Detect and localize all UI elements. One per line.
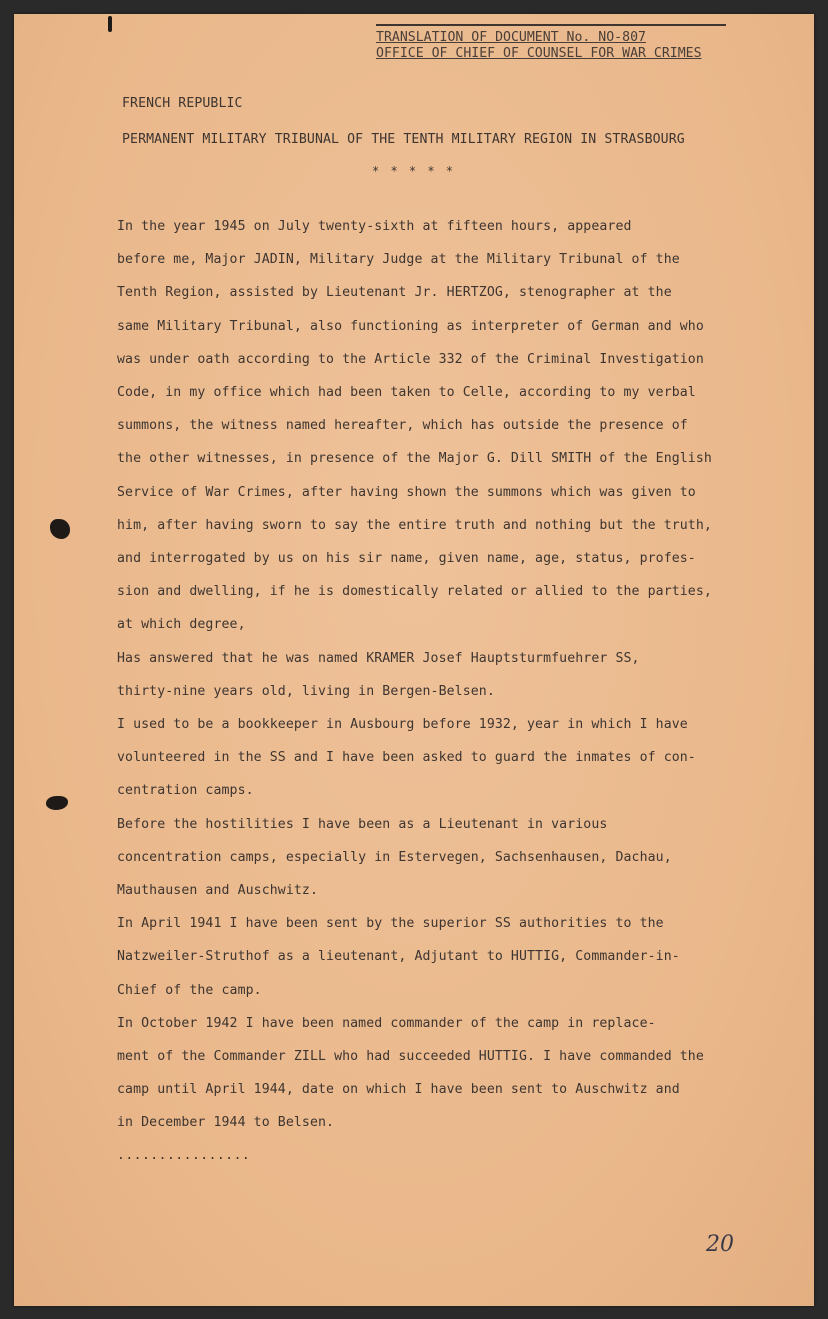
translation-line: TRANSLATION OF DOCUMENT No. NO-807 xyxy=(376,30,646,45)
text-line: ment of the Commander ZILL who had succeeded HUTTIG. I have commanded the xyxy=(117,1049,704,1065)
tribunal-heading: PERMANENT MILITARY TRIBUNAL OF THE TENTH MILITARY REGION IN STRASBOURG xyxy=(122,132,685,147)
text-line: Service of War Crimes, after having shown the summons which was given to xyxy=(117,484,696,500)
text-line: Tenth Region, assisted by Lieutenant Jr. HERTZOG, stenographer at the xyxy=(117,285,672,301)
ink-mark xyxy=(108,16,112,32)
text-line: Mauthausen and Auschwitz. xyxy=(117,883,318,899)
text-line: same Military Tribunal, also functioning as interpreter of German and who xyxy=(117,318,704,334)
text-line: and interrogated by us on his sir name, given name, age, status, profes- xyxy=(117,551,696,567)
text-line: Has answered that he was named KRAMER Josef Hauptsturmfuehrer SS, xyxy=(117,650,640,666)
text-line: Before the hostilities I have been as a Lieutenant in various xyxy=(117,816,608,832)
text-line: him, after having sworn to say the entire truth and nothing but the truth, xyxy=(117,517,712,533)
page-number: 20 xyxy=(706,1232,734,1257)
text-line: concentration camps, especially in Estervegen, Sachsenhausen, Dachau, xyxy=(117,849,672,865)
text-line: thirty-nine years old, living in Bergen-Belsen. xyxy=(117,683,495,699)
document-page xyxy=(14,14,814,1306)
text-line: In the year 1945 on July twenty-sixth at fifteen hours, appeared xyxy=(117,219,632,234)
paragraph-5 xyxy=(117,907,757,1007)
document-body xyxy=(117,210,757,1140)
text-line: camp until April 1944, date on which I have been sent to Auschwitz and xyxy=(117,1082,680,1098)
text-line: summons, the witness named hereafter, which has outside the presence of xyxy=(117,418,688,434)
republic-heading: FRENCH REPUBLIC xyxy=(122,96,243,111)
text-line: In April 1941 I have been sent by the superior SS authorities to the xyxy=(117,916,664,932)
text-line: I used to be a bookkeeper in Ausbourg before 1932, year in which I have xyxy=(117,717,688,733)
text-line: Code, in my office which had been taken to Celle, according to my verbal xyxy=(117,385,696,401)
text-line: In October 1942 I have been named commander of the camp in replace- xyxy=(117,1015,656,1031)
text-line: at which degree, xyxy=(117,617,246,633)
text-line: Chief of the camp. xyxy=(117,982,262,998)
text-line: before me, Major JADIN, Military Judge at the Military Tribunal of the xyxy=(117,252,680,268)
text-line: was under oath according to the Article 332 of the Criminal Investigation xyxy=(117,351,704,367)
ink-blot xyxy=(50,519,70,539)
continuation-dots: ................ xyxy=(117,1148,251,1163)
office-line: OFFICE OF CHIEF OF COUNSEL FOR WAR CRIMES xyxy=(376,46,702,61)
text-line: in December 1944 to Belsen. xyxy=(117,1115,335,1131)
paragraph-6 xyxy=(117,1007,757,1140)
text-line: sion and dwelling, if he is domestically related or allied to the parties, xyxy=(117,584,712,600)
paragraph-3 xyxy=(117,708,757,808)
paragraph-2 xyxy=(117,642,757,708)
paragraph-1 xyxy=(117,210,757,642)
paragraph-4 xyxy=(117,808,757,908)
text-line: centration camps. xyxy=(117,783,254,799)
text-line: volunteered in the SS and I have been asked to guard the inmates of con- xyxy=(117,750,696,766)
section-stars: * * * * * xyxy=(372,164,456,178)
document-header xyxy=(376,24,726,62)
ink-blot xyxy=(46,796,68,810)
text-line: Natzweiler-Struthof as a lieutenant, Adjutant to HUTTIG, Commander-in- xyxy=(117,949,680,965)
text-line: the other witnesses, in presence of the Major G. Dill SMITH of the English xyxy=(117,451,712,467)
